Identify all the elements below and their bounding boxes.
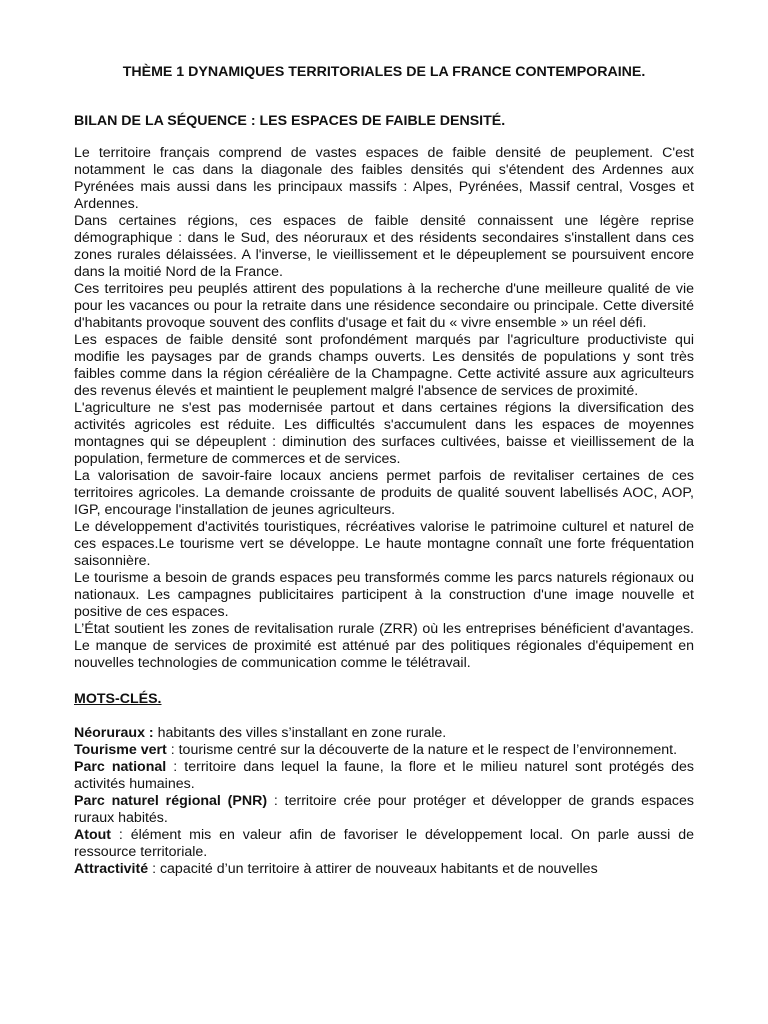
paragraph: L'agriculture ne s'est pas modernisée partout et dans certaines régions la diversification des activités agricoles est réduite. Les difficultés s'accumulent dans les espaces de moyennes montagnes qui se dépeuplent : diminution des surfaces cultivées, baisse et vieillissement de la population, fermeture de commerces et de services.	[74, 400, 694, 467]
paragraph: Le territoire français comprend de vastes espaces de faible densité de peuplement. C'est notamment le cas dans la diagonale des faibles densités qui s'étendent des Ardennes aux Pyrénées mais aussi dans les principaux massifs : Alpes, Pyrénées, Massif central, Vosges et Ardennes.	[74, 145, 694, 212]
keyword-term: Parc national	[74, 759, 167, 775]
paragraph: La valorisation de savoir-faire locaux anciens permet parfois de revitaliser certaines de ces territoires agricoles. La demande croissante de produits de qualité souvent labellisés AOC, AOP, IGP, encourage l'installation de jeunes agriculteurs.	[74, 468, 694, 518]
keyword-term: Parc naturel régional (PNR)	[74, 793, 268, 809]
keyword-definition: : tourisme centré sur la découverte de la nature et le respect de l’environnement.	[166, 742, 678, 758]
keyword-item	[74, 861, 694, 878]
keyword-definition: : territoire dans lequel la faune, la flore et le milieu naturel sont protégés des activités humaines.	[74, 759, 694, 792]
paragraph: Les espaces de faible densité sont profondément marqués par l'agriculture productiviste qui modifie les paysages par de grands champs ouverts. Les densités de populations y sont très faibles comme dans la région céréalière de la Champagne. Cette activité assure aux agriculteurs des revenus élevés et maintient le peuplement malgré l'absence de services de proximité.	[74, 332, 694, 399]
keyword-definition: : territoire crée pour protéger et développer de grands espaces ruraux habités.	[74, 793, 694, 826]
section-title: BILAN DE LA SÉQUENCE : LES ESPACES DE FAIBLE DENSITÉ.	[74, 113, 506, 129]
keyword-definition: : capacité d’un territoire à attirer de nouveaux habitants et de nouvelles	[148, 861, 598, 877]
keyword-item	[74, 827, 694, 861]
paragraph: L’État soutient les zones de revitalisation rurale (ZRR) où les entreprises bénéficient d'avantages. Le manque de services de proximité est atténué par des politiques régionales d'équipement en nouvelles technologies de communication comme le télétravail.	[74, 621, 694, 671]
keyword-item	[74, 742, 694, 759]
keyword-item	[74, 759, 694, 793]
keyword-item	[74, 725, 694, 742]
paragraph: Dans certaines régions, ces espaces de faible densité connaissent une légère reprise démographique : dans le Sud, des néoruraux et des résidents secondaires s'installent dans ces zones rurales délaissées. A l'inverse, le vieillissement et le dépeuplement se poursuivent encore dans la moitié Nord de la France.	[74, 213, 694, 280]
keyword-term: Néoruraux :	[74, 725, 154, 741]
keywords-heading: MOTS-CLÉS.	[74, 691, 162, 707]
keyword-term: Atout	[74, 827, 112, 843]
paragraph: Le développement d'activités touristiques, récréatives valorise le patrimoine culturel et naturel de ces espaces.Le tourisme vert se développe. Le haute montagne connaît une forte fréquentation saisonnière.	[74, 519, 694, 569]
keyword-definition: : élément mis en valeur afin de favoriser le développement local. On parle aussi de ressource territoriale.	[74, 827, 694, 860]
body-text	[74, 145, 694, 672]
keyword-item	[74, 793, 694, 827]
keyword-term: Tourisme vert	[74, 742, 167, 758]
document-page	[74, 64, 694, 878]
keywords-list	[74, 725, 694, 878]
keyword-definition: habitants des villes s’installant en zone rurale.	[153, 725, 447, 741]
paragraph: Le tourisme a besoin de grands espaces peu transformés comme les parcs naturels régionaux ou nationaux. Les campagnes publicitaires participent à la construction d'une image nouvelle et positive de ces espaces.	[74, 570, 694, 620]
document-title: THÈME 1 DYNAMIQUES TERRITORIALES DE LA FRANCE CONTEMPORAINE.	[122, 64, 646, 80]
paragraph: Ces territoires peu peuplés attirent des populations à la recherche d'une meilleure qualité de vie pour les vacances ou pour la retraite dans une résidence secondaire ou principale. Cette diversité d'habitants provoque souvent des conflits d'usage et fait du « vivre ensemble » un réel défi.	[74, 281, 694, 331]
keyword-term: Attractivité	[74, 861, 149, 877]
